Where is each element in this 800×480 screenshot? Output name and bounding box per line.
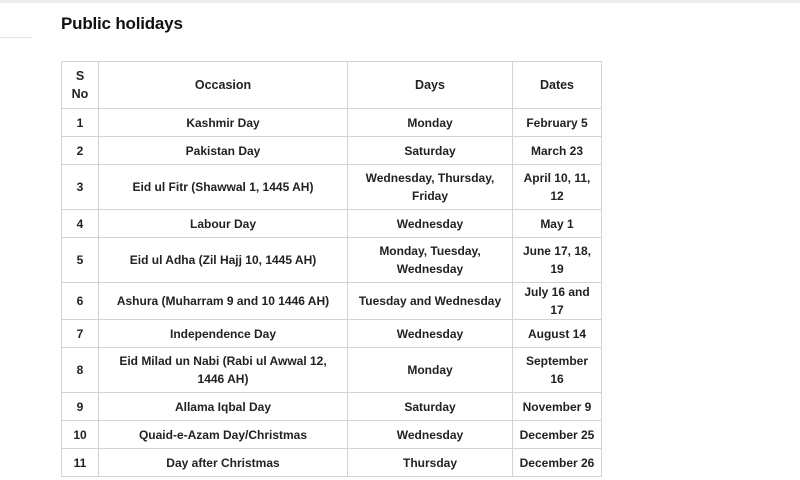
cell-sno: 8: [62, 348, 99, 393]
table-row: [62, 109, 602, 137]
table-row: [62, 348, 602, 393]
cell-dates: December 25: [513, 421, 602, 449]
table-row: [62, 449, 602, 477]
table-row: [62, 137, 602, 165]
cell-dates: April 10, 11, 12: [513, 165, 602, 210]
header-days: Days: [348, 62, 513, 109]
table-row: [62, 393, 602, 421]
top-divider: [0, 0, 800, 3]
cell-dates: July 16 and 17: [513, 283, 602, 320]
cell-occasion: Labour Day: [99, 210, 348, 238]
cell-sno: 6: [62, 283, 99, 320]
cell-dates: November 9: [513, 393, 602, 421]
cell-days: Wednesday: [348, 421, 513, 449]
cell-dates: June 17, 18, 19: [513, 238, 602, 283]
cell-occasion: Eid ul Fitr (Shawwal 1, 1445 AH): [99, 165, 348, 210]
cell-sno: 10: [62, 421, 99, 449]
table-body: [62, 109, 602, 477]
cell-dates: May 1: [513, 210, 602, 238]
left-divider: [0, 37, 32, 38]
cell-occasion: Ashura (Muharram 9 and 10 1446 AH): [99, 283, 348, 320]
cell-days: Monday: [348, 348, 513, 393]
cell-sno: 9: [62, 393, 99, 421]
cell-occasion: Allama Iqbal Day: [99, 393, 348, 421]
header-dates: Dates: [513, 62, 602, 109]
cell-occasion: Quaid-e-Azam Day/Christmas: [99, 421, 348, 449]
table-row: [62, 210, 602, 238]
cell-sno: 2: [62, 137, 99, 165]
cell-days: Wednesday: [348, 320, 513, 348]
table-row: [62, 165, 602, 210]
cell-days: Saturday: [348, 393, 513, 421]
cell-occasion: Eid ul Adha (Zil Hajj 10, 1445 AH): [99, 238, 348, 283]
cell-sno: 1: [62, 109, 99, 137]
header-occasion: Occasion: [99, 62, 348, 109]
cell-days: Thursday: [348, 449, 513, 477]
cell-sno: 11: [62, 449, 99, 477]
cell-sno: 3: [62, 165, 99, 210]
table-row: [62, 283, 602, 320]
table-header: [62, 62, 602, 109]
cell-sno: 7: [62, 320, 99, 348]
cell-occasion: Pakistan Day: [99, 137, 348, 165]
table-row: [62, 421, 602, 449]
cell-dates: September 16: [513, 348, 602, 393]
holidays-table: [61, 61, 602, 477]
cell-days: Tuesday and Wednesday: [348, 283, 513, 320]
cell-days: Monday, Tuesday, Wednesday: [348, 238, 513, 283]
cell-sno: 5: [62, 238, 99, 283]
page-title: Public holidays: [61, 14, 183, 33]
header-sno: S No: [62, 62, 99, 109]
cell-dates: March 23: [513, 137, 602, 165]
table-row: [62, 320, 602, 348]
cell-days: Monday: [348, 109, 513, 137]
header-row: [62, 62, 602, 109]
cell-days: Wednesday: [348, 210, 513, 238]
cell-occasion: Eid Milad un Nabi (Rabi ul Awwal 12, 1446 AH): [99, 348, 348, 393]
cell-occasion: Day after Christmas: [99, 449, 348, 477]
cell-dates: December 26: [513, 449, 602, 477]
cell-days: Saturday: [348, 137, 513, 165]
cell-days: Wednesday, Thursday, Friday: [348, 165, 513, 210]
cell-sno: 4: [62, 210, 99, 238]
table-row: [62, 238, 602, 283]
cell-dates: February 5: [513, 109, 602, 137]
cell-occasion: Independence Day: [99, 320, 348, 348]
cell-occasion: Kashmir Day: [99, 109, 348, 137]
cell-dates: August 14: [513, 320, 602, 348]
